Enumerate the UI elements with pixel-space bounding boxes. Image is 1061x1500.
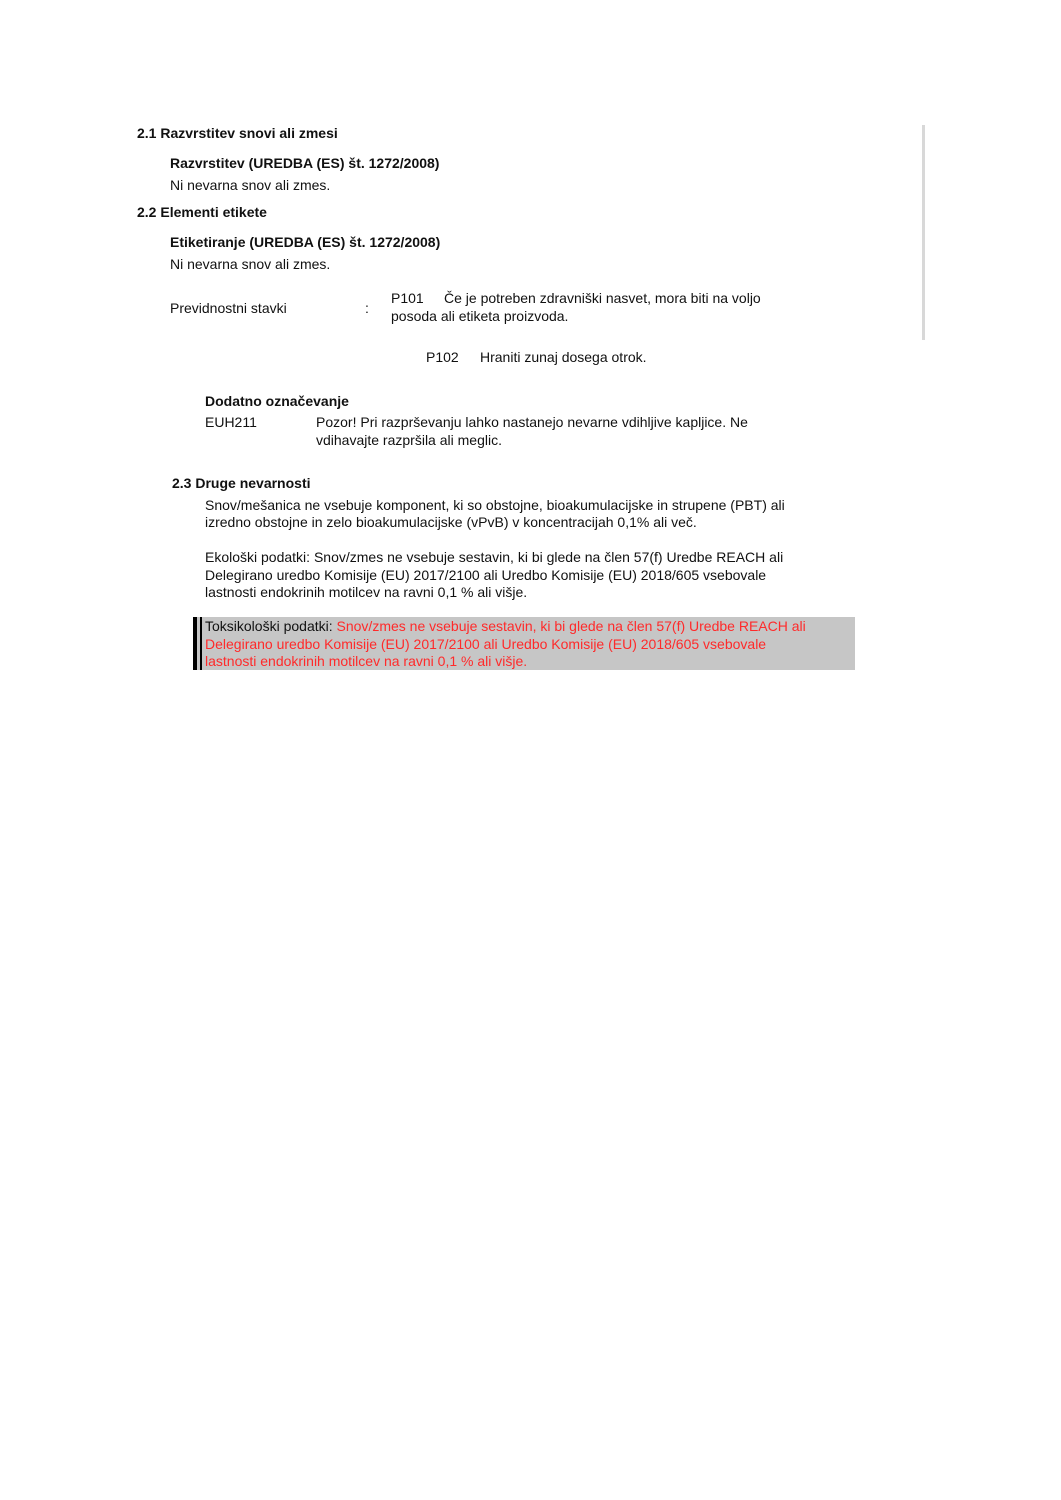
labelling-subheading: Etiketiranje (UREDBA (ES) št. 1272/2008)	[170, 234, 441, 250]
section-2-2-heading: 2.2 Elementi etikete	[137, 204, 267, 220]
pbt-text-line2: izredno obstojne in zelo bioakumulacijske (vPvB) v koncentracijah 0,1% ali več.	[205, 514, 697, 530]
precautionary-label: Previdnostni stavki	[170, 300, 287, 316]
tox-text-line1: Snov/zmes ne vsebuje sestavin, ki bi glede na člen 57(f) Uredbe REACH ali	[336, 618, 806, 634]
eco-text-line2: Delegirano uredbo Komisije (EU) 2017/2100 ali Uredbo Komisije (EU) 2018/605 vsebovale	[205, 567, 767, 583]
p101-text-line1: Če je potreben zdravniški nasvet, mora biti na voljo	[444, 290, 761, 306]
p101-text-line2: posoda ali etiketa proizvoda.	[391, 308, 569, 324]
euh211-code: EUH211	[205, 414, 257, 430]
eco-text-line3: lastnosti endokrinih motilcev na ravni 0,1 % ali višje.	[205, 584, 528, 600]
additional-labelling-heading: Dodatno označevanje	[205, 393, 349, 409]
tox-paragraph	[205, 618, 806, 671]
p102-code: P102	[426, 349, 459, 365]
tox-text-line3: lastnosti endokrinih motilcev na ravni 0,1 % ali višje.	[205, 653, 528, 669]
classification-text: Ni nevarna snov ali zmes.	[170, 177, 331, 193]
euh211-text-line2: vdihavajte razpršila ali meglic.	[316, 432, 502, 448]
p102-text: Hraniti zunaj dosega otrok.	[480, 349, 647, 365]
labelling-text: Ni nevarna snov ali zmes.	[170, 256, 331, 272]
p101-code: P101	[391, 290, 424, 306]
euh211-text-line1: Pozor! Pri razprševanju lahko nastanejo nevarne vdihljive kapljice. Ne	[316, 414, 748, 430]
tox-label: Toksikološki podatki:	[205, 618, 337, 634]
revision-bar	[193, 617, 197, 670]
pbt-text-line1: Snov/mešanica ne vsebuje komponent, ki so obstojne, bioakumulacijske in strupene (PBT) ali	[205, 497, 785, 513]
revision-bar-thin	[200, 617, 202, 670]
classification-subheading: Razvrstitev (UREDBA (ES) št. 1272/2008)	[170, 155, 440, 171]
tox-text-line2: Delegirano uredbo Komisije (EU) 2017/2100 ali Uredbo Komisije (EU) 2018/605 vsebovale	[205, 635, 767, 652]
section-2-3-heading: 2.3 Druge nevarnosti	[172, 475, 311, 491]
eco-text-line1: Ekološki podatki: Snov/zmes ne vsebuje sestavin, ki bi glede na člen 57(f) Uredbe REACH ali	[205, 549, 784, 565]
section-2-1-heading: 2.1 Razvrstitev snovi ali zmesi	[137, 125, 338, 141]
change-margin-line	[922, 125, 925, 340]
precautionary-colon: :	[365, 300, 369, 316]
